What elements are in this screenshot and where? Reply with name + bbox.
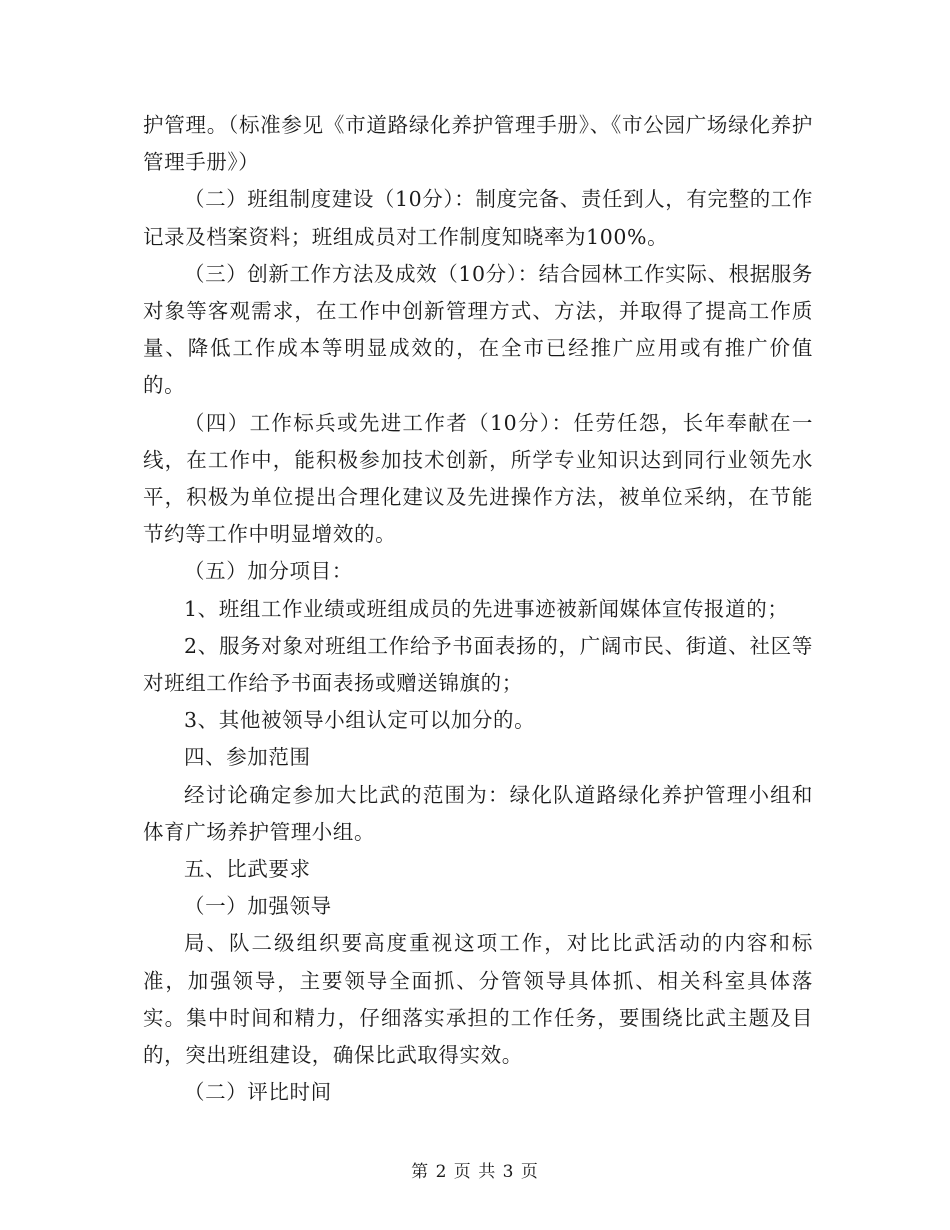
paragraph: （二）班组制度建设（10分）：制度完备、责任到人，有完整的工作记录及档案资料；班组成员对工作制度知晓率为100%。 (143, 187, 813, 249)
paragraph: （四）工作标兵或先进工作者（10分）：任劳任怨，长年奉献在一线，在工作中，能积极参加技术创新，所学专业知识达到同行业领先水平，积极为单位提出合理化建议及先进操作方法，被单位采纳，在节能节约等工作中明显增效的。 (143, 410, 813, 547)
section-heading: 四、参加范围 (184, 745, 311, 770)
paragraph: 经讨论确定参加大比武的范围为：绿化队道路绿化养护管理小组和体育广场养护管理小组。 (143, 782, 813, 844)
paragraph: 1、班组工作业绩或班组成员的先进事迹被新闻媒体宣传报道的； (184, 596, 789, 621)
page-footer: 第 2 页 共 3 页 (411, 1162, 539, 1182)
paragraph: （五）加分项目： (184, 559, 353, 584)
paragraph: （三）创新工作方法及成效（10分）：结合园林工作实际、根据服务对象等客观需求，在工作中创新管理方式、方法，并取得了提高工作质量、降低工作成本等明显成效的，在全市已经推广应用或有推广价值的。 (143, 261, 813, 398)
section-heading: 五、比武要求 (184, 857, 311, 882)
paragraph: 3、其他被领导小组认定可以加分的。 (184, 708, 536, 733)
subsection-heading: （二）评比时间 (184, 1080, 332, 1105)
document-body (143, 107, 813, 1111)
paragraph: 护管理。（标准参见《市道路绿化养护管理手册》、《市公园广场绿化养护管理手册》） (143, 113, 813, 175)
paragraph: 2、服务对象对班组工作给予书面表扬的，广阔市民、街道、社区等对班组工作给予书面表扬或赠送锦旗的； (143, 633, 813, 696)
subsection-heading: （一）加强领导 (184, 894, 332, 919)
paragraph: 局、队二级组织要高度重视这项工作，对比比武活动的内容和标准，加强领导，主要领导全面抓、分管领导具体抓、相关科室具体落实。集中时间和精力，仔细落实承担的工作任务，要围绕比武主题及目的，突出班组建设，确保比武取得实效。 (143, 931, 813, 1068)
